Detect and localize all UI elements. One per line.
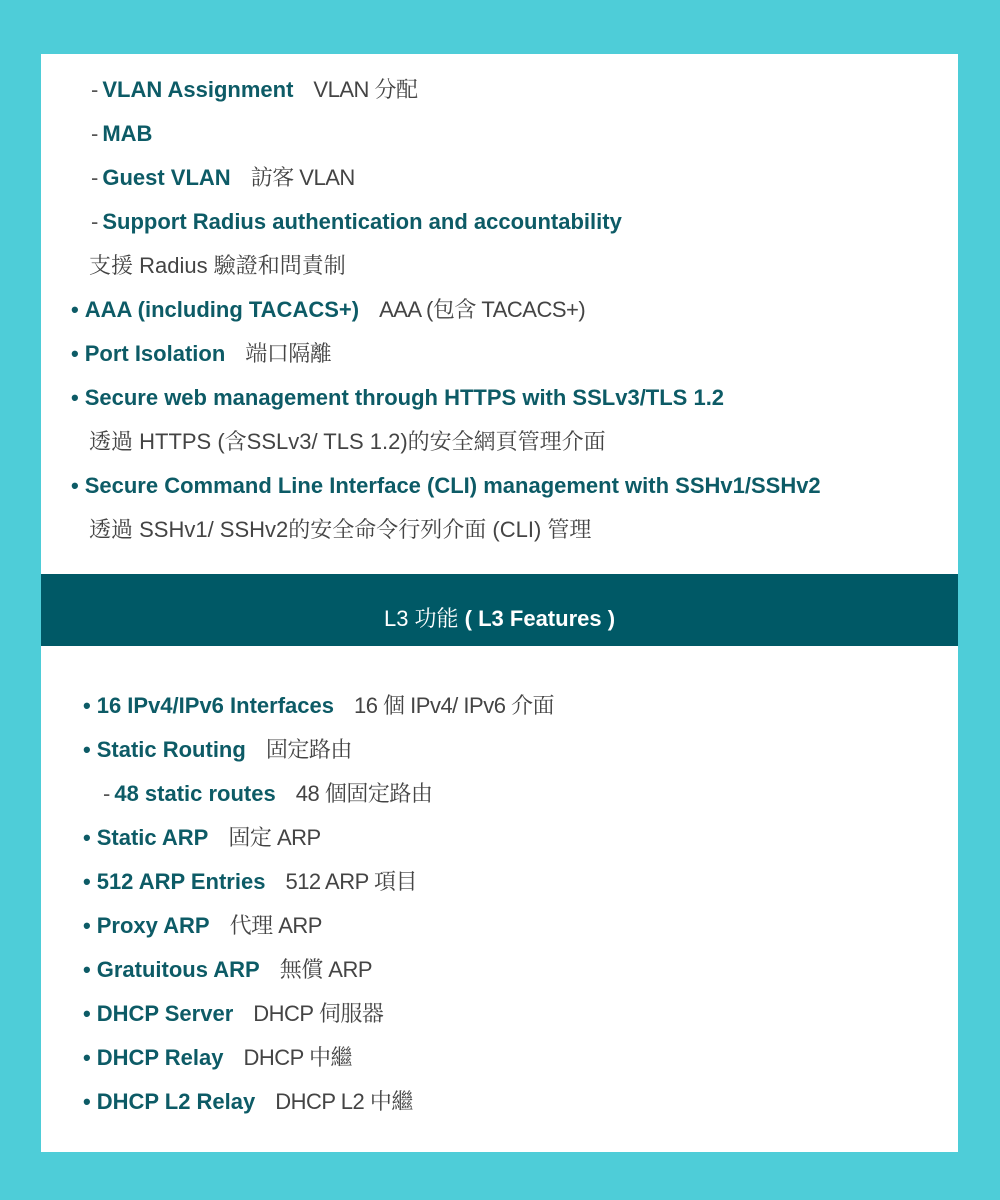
bullet-marker: • [83,825,91,850]
list-item [41,376,958,420]
feature-en: Secure Command Line Interface (CLI) management with SSHv1/SSHv2 [84,473,821,498]
feature-en: DHCP L2 Relay [96,1089,256,1114]
feature-card [41,54,958,1152]
banner-title-en: ( L3 Features ) [464,606,616,631]
list-item [41,948,958,992]
feature-en: AAA (including TACACS+) [84,297,360,322]
list-item-continuation [41,508,958,552]
list-item [41,112,958,156]
feature-zh: 透過 SSHv1/ SSHv2的安全命令行列介面 (CLI) 管理 [89,517,592,542]
feature-en: Gratuitous ARP [96,957,260,982]
l3-feature-list [41,684,958,1124]
feature-zh: AAA (包含 TACACS+) [379,297,586,322]
feature-en: Support Radius authentication and accountability [102,209,622,234]
feature-zh: 代理 ARP [229,913,322,938]
bullet-marker: • [71,297,79,322]
list-item [41,772,958,816]
list-item [41,332,958,376]
feature-en: Static ARP [96,825,209,850]
feature-zh: 512 ARP 項目 [285,869,418,894]
feature-en: VLAN Assignment [102,77,294,102]
feature-en: Guest VLAN [102,165,231,190]
bullet-marker: • [83,869,91,894]
list-item [41,68,958,112]
list-item [41,684,958,728]
feature-en: MAB [102,121,153,146]
list-item [41,860,958,904]
list-item [41,288,958,332]
dash-marker: - [91,209,99,234]
feature-zh: DHCP 伺服器 [253,1001,384,1026]
feature-zh: 48 個固定路由 [295,781,433,806]
bullet-marker: • [71,473,79,498]
bullet-marker: • [83,913,91,938]
feature-zh: 端口隔離 [245,341,332,366]
feature-zh: 固定 ARP [228,825,321,850]
feature-en: Secure web management through HTTPS with SSLv3/TLS 1.2 [84,385,725,410]
security-feature-list [41,54,958,552]
list-item-continuation [41,420,958,464]
dash-marker: - [91,165,99,190]
feature-zh: VLAN 分配 [313,77,418,102]
list-item [41,464,958,508]
feature-zh: 透過 HTTPS (含SSLv3/ TLS 1.2)的安全網頁管理介面 [89,429,606,454]
feature-en: Port Isolation [84,341,226,366]
list-item [41,728,958,772]
bullet-marker: • [83,737,91,762]
bullet-marker: • [71,385,79,410]
feature-en: Proxy ARP [96,913,210,938]
feature-en: Static Routing [96,737,246,762]
bullet-marker: • [83,693,91,718]
feature-en: 512 ARP Entries [96,869,266,894]
feature-zh: DHCP L2 中繼 [275,1089,413,1114]
feature-zh: 無償 ARP [279,957,373,982]
feature-zh: 支援 Radius 驗證和問責制 [89,253,346,278]
feature-zh: 訪客 VLAN [250,165,355,190]
feature-en: 16 IPv4/IPv6 Interfaces [96,693,334,718]
feature-zh: 固定路由 [265,737,352,762]
bullet-marker: • [83,1045,91,1070]
bullet-marker: • [83,957,91,982]
dash-marker: - [91,121,99,146]
section-banner-l3 [41,574,958,646]
feature-zh: 16 個 IPv4/ IPv6 介面 [353,693,555,718]
bullet-marker: • [71,341,79,366]
list-item [41,200,958,244]
list-item [41,156,958,200]
dash-marker: - [103,781,111,806]
list-item [41,816,958,860]
banner-title-zh: L3 功能 [383,606,459,631]
list-item [41,992,958,1036]
list-item [41,904,958,948]
feature-en: 48 static routes [114,781,276,806]
list-item [41,1036,958,1080]
list-item [41,1080,958,1124]
feature-en: DHCP Relay [96,1045,224,1070]
feature-zh: DHCP 中繼 [243,1045,353,1070]
list-item-continuation [41,244,958,288]
bullet-marker: • [83,1001,91,1026]
bullet-marker: • [83,1089,91,1114]
feature-en: DHCP Server [96,1001,234,1026]
dash-marker: - [91,77,99,102]
